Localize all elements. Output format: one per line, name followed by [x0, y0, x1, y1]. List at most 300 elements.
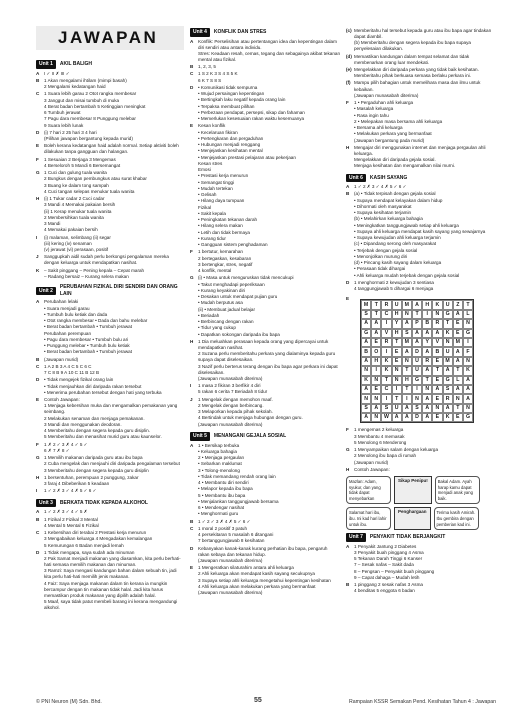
answer-line: • Gelisah: [198, 192, 217, 198]
answer-line: 3 Ramzi: Saya mengasi kandungan bahan dalam sebuah tin, jadi kita perlu hati-hati memilih jenis makanan.: [44, 568, 177, 580]
answer-section: [190, 85, 340, 123]
answer-section: [36, 550, 184, 612]
word-search-cell: A: [371, 319, 381, 328]
answer-line: • Menjejaskan prestasi pelajaran atau pekerjaan: [198, 154, 296, 160]
word-search-cell: E: [392, 357, 402, 366]
word-search-cell: N: [361, 394, 371, 403]
section-letter: I: [190, 383, 192, 389]
answer-line: 2 Suzana perlu memberitahu perkara yang dialaminya kepada guru supaya dapat diselesaikan.: [198, 351, 336, 363]
word-search-cell: H: [371, 357, 381, 366]
answer-line: 4 Faiz: Saya menjaga makanan dalam tin kerana ia mungkin bercampur dengan tin makanan tidak halal. Jadi kita harus memastikan produk makanan yang dipilih adalah halal.: [44, 580, 168, 598]
word-search-cell: S: [381, 404, 391, 413]
answer-section: [190, 397, 340, 428]
unit-number-badge: Unit 2: [36, 287, 56, 296]
section-letter: A: [36, 509, 40, 515]
section-letter: E: [190, 123, 194, 129]
answer-line: 6 • Mendengar nasihat: [198, 505, 245, 510]
answer-line: 5 Memberitahu dan menasihat murid guru atau kaunselor.: [44, 434, 162, 440]
answer-line: 1 Mengelak dengan memohon maaf.: [198, 396, 273, 402]
word-search-cell: A: [453, 385, 463, 394]
word-search-cell: A: [412, 329, 422, 338]
answer-line: 2 Mengalami kedatangan haid: [44, 84, 106, 90]
word-search-cell: A: [392, 413, 402, 422]
page-number: 55: [254, 697, 262, 704]
word-search-cell: H: [392, 310, 402, 319]
answer-section: [190, 249, 340, 274]
word-search-cell: M: [453, 338, 463, 347]
sign-label: Sikap Penipu!: [394, 476, 432, 504]
word-search-cell: Z: [453, 300, 463, 309]
column-3: [346, 28, 496, 638]
section-answers: [198, 275, 340, 338]
section-answers: [198, 64, 340, 70]
word-search-cell: A: [402, 413, 412, 422]
answer-line: 3 Janggut dan misai tumbuh di muka: [44, 97, 120, 103]
answer-line: (a) • Tidak terpisah dengan gejala sosial: [354, 191, 436, 197]
section-answers: [44, 143, 184, 155]
section-letter: (e): [346, 66, 352, 72]
word-search-cell: N: [443, 338, 453, 347]
section-answers: [44, 78, 184, 91]
answer-line: (i) 7 hari 2 25 hari 3 4 hari: [44, 129, 97, 135]
answer-section: [346, 427, 496, 446]
word-search-cell: V: [432, 338, 442, 347]
section-answers: [354, 447, 496, 466]
word-search-cell: B: [361, 347, 371, 356]
answer-line: Contoh Jawapan:: [354, 466, 390, 472]
answer-line: 1 ✗ 2 ✓ 3 ✗ 4 ✓ 5 ✓: [44, 441, 88, 447]
word-search-cell: A: [402, 347, 412, 356]
answer-section: [36, 442, 184, 455]
answer-line: Stres: Keadaan resah, cemas, tegang dan sebagainya akibat tekanan mental atau fizikal.: [198, 50, 340, 62]
answer-section: [36, 71, 184, 77]
section-answers: [44, 377, 184, 396]
answer-section: [36, 130, 184, 143]
section-answers: [44, 517, 184, 530]
section-answers: [44, 442, 184, 455]
answer-section: [36, 268, 184, 281]
answer-line: • Dapatkan sokongan daripada ibu bapa: [198, 331, 280, 337]
answer-line: 3 Supaya setiap ahli keluarga mengetahui kepentingan kesihatan: [198, 577, 331, 583]
section-letter: C: [190, 71, 194, 77]
answer-section: [346, 54, 496, 66]
answer-line: 1 ✓ 2 ✗ 3 ✓ 4 ✓ 5 ✗: [44, 509, 88, 515]
answer-section: [36, 475, 184, 488]
section-answers: [44, 550, 184, 612]
answer-line: 3 Penyakit buah pinggang 4 Asma: [354, 549, 424, 555]
section-answers: [44, 364, 184, 377]
answer-line: • Letih dan tidak bermaya: [198, 229, 250, 235]
answer-line: 1 Kebersihan diri terabai 2 Prestasi kerja menurun: [44, 530, 147, 536]
answer-line: (ii) • Membuat jadual belajar: [198, 306, 256, 312]
section-letter: E: [36, 397, 40, 403]
answer-line: Mengelakkan diri daripada gejala sosial.: [354, 157, 436, 163]
answer-line: Perubahan lelaki: [44, 299, 79, 305]
section-letter: A: [190, 38, 194, 44]
section-letter: F: [36, 441, 39, 447]
answer-line: Kebanyakan kanak-kanak kurang perhatian ibu bapa, pengaruh rakan sebaya dan tekanan hidup.: [198, 545, 328, 557]
answer-line: 5 rakan 6 cerita 7 Beriadah 8 tidur: [198, 389, 268, 395]
word-search-cell: A: [463, 376, 473, 385]
answer-line: 2 Menolong ibu bapa di rumah: [354, 453, 417, 459]
answer-line: • Mudah berputus asa: [198, 300, 243, 306]
word-search-cell: R: [432, 319, 442, 328]
word-search-cell: I: [402, 394, 412, 403]
continued-answers: [346, 28, 496, 170]
answer-section: [36, 235, 184, 254]
answer-line: 3 Membantu 4 memasak: [354, 433, 405, 439]
section-letter: G: [190, 275, 194, 281]
section-answers: [354, 280, 496, 293]
answer-line: 7 bertanggungjawab 8 kesihatan: [198, 538, 265, 544]
section-letter: A: [346, 184, 350, 190]
answer-line: 3 bertengkar, stres, negatif: [198, 261, 253, 267]
answer-line: • Bertingkah laku negatif kepada orang lain: [198, 97, 286, 103]
word-search-cell: C: [381, 385, 391, 394]
section-letter: K: [36, 267, 40, 273]
section-answers: [44, 397, 184, 441]
word-search-cell: Y: [392, 319, 402, 328]
answer-line: • Desakan untuk mendapat pujian guru: [198, 294, 278, 300]
answer-line: (Jawapan munasabah diterima): [198, 375, 263, 381]
section-answers: [44, 196, 184, 234]
section-letter: I: [36, 488, 38, 494]
word-search-cell: A: [422, 413, 432, 422]
answer-section: [190, 71, 340, 84]
section-answers: [44, 530, 184, 549]
word-search-cell: A: [361, 319, 371, 328]
answer-line: 6 Tumbuh jerawat: [44, 110, 81, 116]
section-answers: [198, 71, 340, 84]
answer-line: 4 Memakai pakaian bersih: [44, 227, 98, 233]
answer-line: • Ahli keluarga mudah terjebak dengan gejala sosial: [354, 272, 460, 278]
column-1: [36, 60, 184, 670]
answer-line: 1 Menyampaikan salam dengan keluarga: [354, 447, 439, 453]
word-search-cell: U: [412, 366, 422, 375]
answer-section: [190, 123, 340, 248]
answer-line: I ✓ II ✗ III ✓: [44, 70, 70, 76]
answer-line: • Memerlukan kesesuaian rakan waktu kesemuanya: [198, 116, 305, 122]
answer-section: [346, 280, 496, 293]
answer-section: [36, 170, 184, 195]
word-search-wrap: [360, 299, 474, 423]
word-search-cell: K: [432, 300, 442, 309]
word-search-cell: I: [371, 366, 381, 375]
answer-section: [346, 447, 496, 466]
answer-section: [190, 275, 340, 338]
section-answers: [354, 80, 496, 99]
answer-line: • Melapor kepada ibu bapa: [198, 486, 253, 492]
answer-line: 3 Memberitahu dengan segera kepada guru disiplin: [44, 467, 149, 473]
section-letter: C: [36, 363, 40, 369]
word-search-cell: B: [432, 347, 442, 356]
unit-number-badge: Unit 5: [190, 432, 210, 441]
word-search-cell: N: [432, 310, 442, 319]
answer-section: [190, 64, 340, 70]
answer-line: • Keluarga bahagia: [198, 448, 237, 454]
answer-line: – Radang bersaiz – Kurang selera makan: [44, 273, 129, 279]
unit-block: [190, 432, 340, 596]
section-letter: G: [36, 170, 40, 176]
section-answers: [354, 28, 496, 53]
answer-line: (i) • Masa untuk menguruskan tidak mencukupi: [198, 275, 294, 281]
section-answers: [198, 123, 340, 248]
word-search-cell: G: [443, 376, 453, 385]
answer-line: (Jawapan bergantung pada murid): [354, 137, 425, 143]
answer-section: [346, 467, 496, 473]
answer-line: • Wujud persaingan kepentingan: [198, 91, 265, 97]
word-search-cell: T: [432, 366, 442, 375]
column-2: [190, 28, 340, 638]
section-letter: F: [346, 100, 349, 105]
word-search-cell: A: [463, 385, 473, 394]
section-letter: B: [36, 356, 40, 362]
word-search-cell: A: [402, 404, 412, 413]
answer-line: Memberitahu pihak berkuasa semasa berlaku perkara ini.: [354, 73, 471, 79]
word-search-cell: S: [361, 404, 371, 413]
answer-line: 3 Buang ke dalam tong sampah: [44, 182, 109, 188]
word-search-cell: A: [371, 329, 381, 338]
word-search-cell: A: [422, 347, 432, 356]
answer-line: Konflik: Perselisihan atau pertentangan idea dan kepentingan dalam diri sendiri atau antara individu.: [198, 38, 337, 50]
footer-publisher: © PNI Neuron (M) Sdn. Bhd.: [36, 699, 102, 705]
answer-section: [36, 509, 184, 515]
answer-line: • Kurang tidur: [198, 235, 226, 241]
answer-line: Sanggupkah aidil sudah perlu berkongsi pengalaman mereka dengan keluarga untuk mendapatkan nasihat.: [44, 254, 169, 266]
word-search-cell: A: [453, 347, 463, 356]
word-search-cell: N: [412, 394, 422, 403]
answer-section: [346, 67, 496, 80]
word-search-cell: N: [392, 376, 402, 385]
section-letter: D: [346, 279, 350, 285]
unit-block: [36, 284, 184, 495]
word-search-cell: U: [443, 300, 453, 309]
section-letter: B: [190, 64, 194, 70]
word-search-cell: R: [443, 394, 453, 403]
answer-line: – Sakit pinggang – Pening kepala – Cepat marah: [44, 267, 145, 273]
word-search-cell: A: [371, 404, 381, 413]
answer-line: 2 Bungkus dengan pembungkus atau surat khabar: [44, 176, 147, 182]
answer-section: [36, 78, 184, 91]
section-letter: (f): [346, 80, 351, 86]
answer-line: • Menerima perubahan tersebut dengan hati yang terbuka: [44, 389, 162, 395]
word-search-cell: O: [371, 347, 381, 356]
word-search-cell: A: [361, 385, 371, 394]
answer-section: [36, 488, 184, 494]
word-search-cell: A: [443, 366, 453, 375]
word-search-cell: G: [463, 329, 473, 338]
answer-line: 4 Bertindak untuk menjaga hubungan dengan guru.: [198, 415, 303, 421]
answer-line: Memastikan kandungan dalam tempat selamat dan tidak membenarkan orang luar mendekati.: [354, 53, 470, 65]
word-search-cell: T: [443, 319, 453, 328]
word-search-cell: N: [371, 376, 381, 385]
section-letter: J: [190, 396, 193, 402]
word-search-cell: H: [392, 329, 402, 338]
word-search-cell: T: [371, 300, 381, 309]
answer-line: 4 Berseloroh 5 Mandi 6 Bersemangat: [44, 162, 121, 168]
answer-line: 2 Pak Samat menjadi makanan yang diasamkan, kita perlu berhati-hati semasa memilih makanan dan minuman.: [44, 556, 181, 568]
word-search-cell: K: [443, 329, 453, 338]
answer-line: 9 – Capat dahaga – Mudah letih: [354, 574, 420, 580]
answer-line: 2 Ahli keluarga akan mendapat kasih sayang secukupnya: [198, 571, 315, 577]
section-answers: [198, 85, 340, 123]
answer-line: 2 Mengelak dengan berbincang.: [198, 402, 264, 408]
section-answers: [44, 299, 184, 355]
answer-line: 1 masa 2 fikiran 3 berfikir 4 diri: [198, 383, 261, 389]
section-letter: D: [36, 549, 40, 555]
section-answers: [198, 397, 340, 428]
section-letter: G: [346, 447, 350, 453]
answer-line: 8 – Pengsan – Penyakit buah pinggang: [354, 568, 435, 574]
answer-line: 1 Cuci dan gulung tuala wanita: [44, 170, 107, 176]
answer-line: Menjaga kesihatan dan mengamalkan nilai murni.: [354, 163, 456, 169]
answer-line: (Jawapan munasabah diterima): [198, 557, 263, 563]
answer-line: (Jawapan munasabah diterima): [354, 92, 419, 98]
word-search-cell: E: [453, 413, 463, 422]
answer-line: 9 Suara lebih lunak: [44, 122, 84, 128]
answer-line: 1 Fizikal 2 Fizikal 3 Mental: [44, 516, 98, 522]
word-search-cell: T: [402, 366, 412, 375]
answer-section: [346, 191, 496, 279]
word-search-cell: G: [463, 413, 473, 422]
word-search-cell: N: [402, 357, 412, 366]
word-search-cell: A: [453, 310, 463, 319]
answer-line: 2 • Melepakan masa bersama ahli keluarga: [354, 118, 443, 124]
answer-section: [190, 565, 340, 596]
word-search-cell: E: [371, 338, 381, 347]
answer-line: 1 Memilih makanan daripada guru atau ibu bapa: [44, 455, 143, 461]
section-answers: [44, 254, 184, 266]
answer-line: 1 Dia meluahkan perasaan kepada orang yang dipercayai untuk mendapatkan nasihat.: [198, 338, 329, 351]
answer-line: 5 • Membantu ibu bapa: [198, 492, 246, 498]
answer-section: [190, 39, 340, 64]
section-letter: B: [36, 77, 40, 83]
answer-line: (Jawapan murid): [44, 356, 79, 362]
word-search-cell: N: [432, 404, 442, 413]
answer-line: 3 Mandi 4 Memakai pakaian bersih: [44, 202, 116, 208]
answer-line: • Hubungan menjadi renggang: [198, 142, 261, 148]
word-search-cell: N: [371, 413, 381, 422]
answer-section: [346, 296, 496, 426]
answer-line: • Semangat tinggi: [198, 179, 235, 185]
word-search-cell: A: [361, 357, 371, 366]
word-search-cell: A: [432, 385, 442, 394]
word-search-cell: T: [453, 404, 463, 413]
answer-line: 1 bersentuhan, perempuan 2 punggung, zakar: [44, 474, 139, 480]
section-answers: [198, 249, 340, 274]
word-search-cell: T: [392, 394, 402, 403]
answer-line: 4 benditas 5 enggota 6 badan: [354, 588, 415, 594]
answer-line: 1 ✓ 2 ✗ 3 ✓ 4 ✗ 5 ✓ 6 ✓: [44, 488, 97, 494]
section-answers: [44, 475, 184, 488]
word-search-cell: R: [381, 300, 391, 309]
word-search-cell: I: [412, 385, 422, 394]
word-search-cell: A: [443, 404, 453, 413]
answer-line: 1, 2, 3, 5: [198, 64, 216, 70]
section-answers: [44, 170, 184, 195]
section-letter: D: [190, 545, 194, 551]
answer-line: • Meningkatkan tanggungjawab setiap ahli keluarga: [354, 222, 459, 228]
unit-title: PENYAKIT TIDAK BERJANGKIT: [369, 534, 446, 541]
answer-line: (Jawapan munasabah diterima): [198, 421, 263, 427]
answer-line: • Menjejaskan kesihatan mental: [198, 148, 263, 154]
answer-section: [190, 339, 340, 382]
speech-bubble: Terima kasih Amirah. Ibu gembira dengan pemberian kad ini.: [434, 507, 479, 530]
word-search-cell: L: [453, 376, 463, 385]
section-answers: [44, 71, 184, 77]
answer-line: 2 Melakukan senaman dan menjaga pemakanan.: [44, 415, 145, 421]
unit-header: [36, 499, 184, 508]
answer-line: 4 persekitaran 5 masalah 6 ditangani: [198, 532, 274, 537]
word-search-cell: T: [453, 366, 463, 375]
answer-line: (i) malaman, selimbang (ii) segar: [44, 234, 111, 240]
word-search-cell: I: [422, 310, 432, 319]
answer-line: • Rasa ingin tahu: [354, 112, 389, 118]
section-letter: D: [36, 377, 40, 383]
answer-section: [36, 377, 184, 396]
answer-line: 3 Mengabaikan keluarga 4 Mengadakan kemalangan: [44, 536, 153, 542]
page-title: JAWAPAN: [58, 27, 159, 47]
answer-line: • Melakukan perkara yang bermanfaat: [354, 131, 432, 137]
answer-line: 3 Melaporkan kepada pihak sekolah.: [198, 409, 273, 415]
answer-line: Mengajar diri menggunakan internet dan menjaga pergaulan ahli keluarga.: [354, 144, 486, 156]
answer-section: [346, 28, 496, 53]
answer-line: Memberitahu hal tersebut kepada guru atau ibu bapa agar tindakan dapat diambil.: [354, 28, 492, 40]
word-search-cell: K: [443, 413, 453, 422]
answer-section: [190, 383, 340, 396]
answer-section: [346, 544, 496, 582]
answer-section: [36, 299, 184, 355]
answer-line: • Tidak memandang rendah orang lain: [198, 473, 276, 479]
answer-line: (c) • Dipandang serong oleh masyarakat: [354, 241, 437, 247]
answer-line: • Hilang selera makan: [198, 223, 243, 229]
answer-line: 1 • Pergaduhan ahli keluarga: [354, 100, 414, 105]
section-answers: [354, 54, 496, 66]
answer-line: • Dihormati oleh masyarakat: [354, 203, 412, 209]
answer-section: [190, 519, 340, 525]
answer-line: • Supaya kesihatan terjamin: [354, 210, 412, 216]
answer-line: 1 S 2 K 3 S 4 S 5 K: [198, 71, 238, 77]
unit-header: [346, 533, 496, 542]
word-search-cell: T: [463, 300, 473, 309]
answer-line: 1 Mengeratkan silaturahim antara ahli keluarga: [198, 565, 294, 571]
answer-line: 3 • Tolong-menolong: [198, 467, 240, 473]
word-search-cell: E: [371, 385, 381, 394]
answer-line: • Kurang keyakinan diri: [198, 287, 246, 293]
section-letter: I: [36, 234, 38, 240]
footer-book-title: Rampaian KSSR Semakan Pend. Kesihatan Tahun 4 : Jawapan: [349, 699, 496, 705]
section-letter: (d): [346, 53, 352, 59]
answer-line: 4 konflik, mental: [198, 268, 232, 274]
word-search-cell: R: [422, 357, 432, 366]
unit-title: PERUBAHAN FIZIKAL DIRI SENDIRI DAN ORANG LAIN: [59, 284, 178, 297]
answer-line: 4 tanggungjawab 5 dihargai 6 menjaga: [354, 286, 434, 292]
section-letter: D: [190, 84, 194, 90]
section-answers: [198, 39, 340, 64]
word-search-cell: M: [402, 300, 412, 309]
word-search-cell: P: [412, 319, 422, 328]
section-letter: (c): [346, 28, 352, 33]
section-answers: [44, 91, 184, 129]
answer-line: 7 – Sesak nafas – Sakit dada: [354, 562, 414, 568]
unit-number-badge: Unit 7: [346, 533, 366, 542]
answer-line: • Terpaksa membuat pilihan: [198, 103, 255, 109]
section-letter: A: [36, 299, 40, 305]
answer-line: • Menonjolkan murung diri: [354, 253, 408, 259]
answer-line: • Menjalankan tanggungjawab bersama: [198, 498, 279, 504]
unit-title: AKIL BALIGH: [59, 61, 93, 67]
word-search-cell: T: [422, 376, 432, 385]
